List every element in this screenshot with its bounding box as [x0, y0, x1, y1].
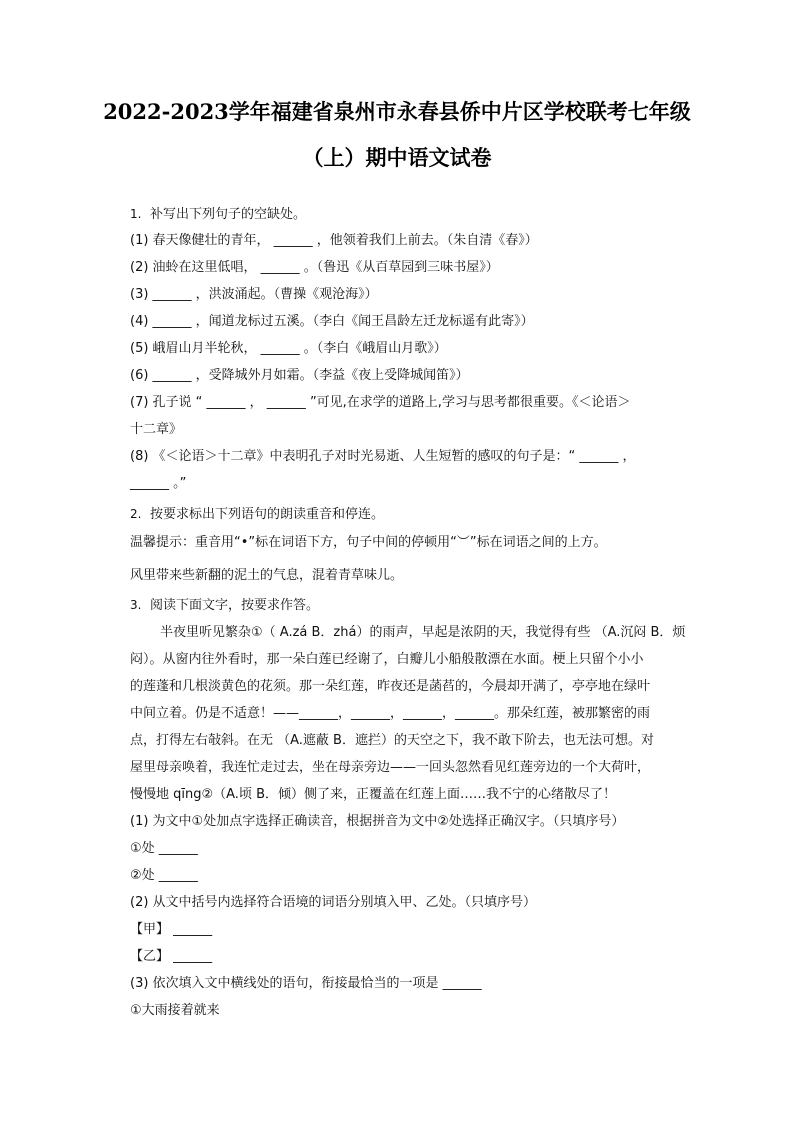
q3-passage-line-4: 中间立着。仍是不适意！——______，______，______，______。那朵红莲，被那繁密的雨	[130, 706, 651, 721]
q3-stem: 阅读下面文字，按要求作答。	[150, 598, 320, 613]
q1-item-1: (1) 春天像健壮的青年， ______ ，他领着我们上前去。（朱自清《春》）	[130, 233, 538, 248]
q1-item-8-cont: ______ 。”	[130, 476, 187, 491]
exam-title-line2: （上）期中语文试卷	[302, 145, 492, 170]
q3-sub-1: (1) 为文中①处加点字选择正确读音，根据拼音为文中②处选择正确汉字。（只填序号）	[130, 814, 625, 829]
q1-number: 1.	[130, 207, 142, 221]
q3-sub-2-yi: 【乙】 ______	[130, 949, 213, 964]
q3-sub-1-b: ②处 ______	[130, 868, 198, 883]
q3-passage-line-6: 屋里母亲唤着，我连忙走过去，坐在母亲旁边——一回头忽然看见红莲旁边的一个大荷叶，	[130, 760, 651, 775]
q1-item-7-cont: 十二章》	[130, 422, 183, 437]
q1-item-5: (5) 峨眉山月半轮秋， ______ 。（李白《峨眉山月歌》）	[130, 341, 447, 356]
q3-sub-2: (2) 从文中括号内选择符合语境的词语分别填入甲、乙处。（只填序号）	[130, 895, 537, 910]
q2-number: 2.	[130, 507, 142, 521]
q1-item-8: (8) 《＜论语＞十二章》中表明孔子对时光易逝、人生短暂的感叹的句子是：“ ______ ，	[130, 449, 636, 464]
q3-sub-2-jia: 【甲】 ______	[130, 922, 213, 937]
q1-item-6: (6) ______ ，受降城外月如霜。（李益《夜上受降城闻笛》）	[130, 368, 469, 383]
q3-stem-line	[130, 596, 319, 615]
q3-sub-3: (3) 依次填入文中横线处的语句，衔接最恰当的一项是 ______	[130, 976, 482, 991]
q3-passage-line-5: 点，打得左右敧斜。在无 （A.遮蔽 B．遮拦）的天空之下，我不敢下阶去，也无法可想。对	[130, 733, 654, 748]
q3-passage-line-3: 的莲蓬和几根淡黄色的花须。那一朵红莲，昨夜还是菡萏的，今晨却开满了，亭亭地在绿叶	[130, 679, 651, 694]
q1-stem: 补写出下列句子的空缺处。	[150, 207, 307, 222]
q2-sentence: 风里带来些新翻的泥土的气息，混着青草味儿。	[130, 568, 404, 583]
q2-stem-line	[130, 505, 384, 524]
q3-sub-3-option-1: ①大雨接着就来	[130, 1003, 220, 1018]
q1-item-2: (2) 油蛉在这里低唱， ______ 。（鲁迅《从百草园到三味书屋》）	[130, 260, 499, 275]
q3-number: 3.	[130, 598, 142, 612]
q3-passage-line-2: 闷）。从窗内往外看时，那一朵白莲已经谢了，白瓣儿小船般散漂在水面。梗上只留个小小	[130, 652, 644, 667]
q3-passage-line-7: 慢慢地 qīng②（A.顷 B．倾）侧了来，正覆盖在红莲上面……我不宁的心绪散尽了！	[130, 787, 616, 802]
q1-item-4: (4) ______ ，闻道龙标过五溪。（李白《闻王昌龄左迁龙标遥有此寄》）	[130, 314, 534, 329]
q1-item-7: (7) 孔子说 “ ______ ， ______ ”可见,在求学的道路上,学习与思考都很重要。《＜论语＞	[130, 395, 631, 410]
q1-stem-line	[130, 205, 306, 224]
q3-sub-1-a: ①处 ______	[130, 841, 198, 856]
q2-stem: 按要求标出下列语句的朗读重音和停连。	[150, 507, 385, 522]
q1-item-3: (3) ______ ，洪波涌起。（曹操《观沧海》）	[130, 287, 378, 302]
q2-tip: 温馨提示：重音用“•”标在词语下方，句子中间的停顿用“︶”标在词语之间的上方。	[130, 535, 607, 550]
q3-passage-line-1: 半夜里听见繁杂①（ A.zá B．zhá）的雨声，早起是浓阴的天，我觉得有些 （A.沉闷 B．烦	[160, 625, 686, 640]
exam-title-line1: 2022-2023学年福建省泉州市永春县侨中片区学校联考七年级	[103, 99, 691, 124]
